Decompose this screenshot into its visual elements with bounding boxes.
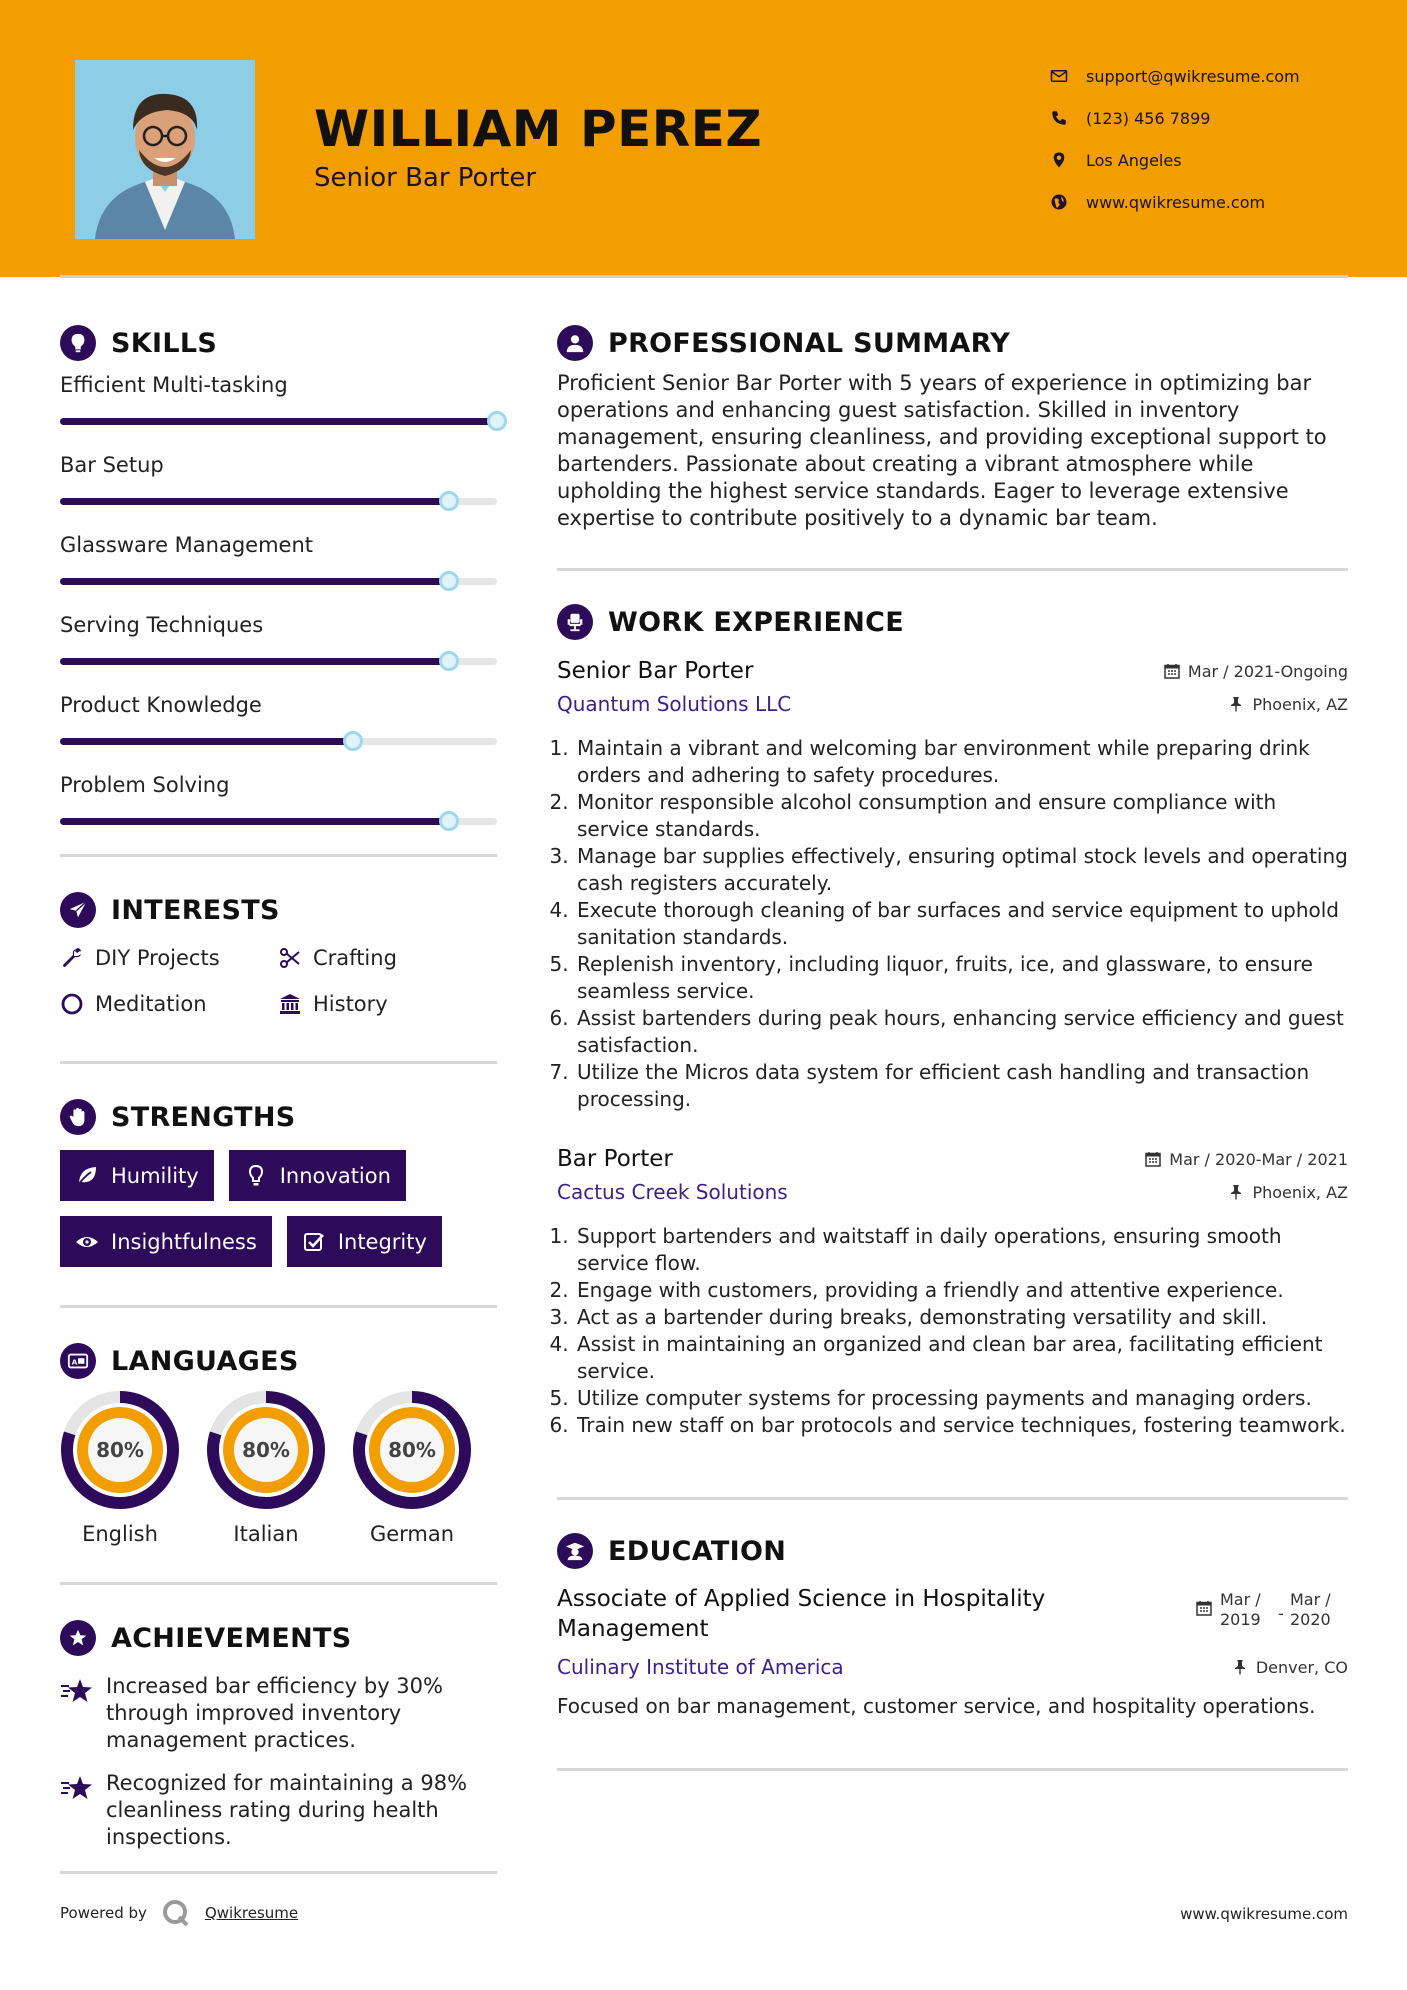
institution-icon bbox=[278, 992, 302, 1016]
interests-heading bbox=[60, 887, 497, 933]
achievement-item bbox=[60, 1770, 497, 1851]
school-location bbox=[1232, 1658, 1348, 1677]
interest-item bbox=[60, 985, 278, 1023]
interests-list bbox=[60, 939, 497, 1023]
language-percent: 80% bbox=[242, 1438, 290, 1462]
strength-badge bbox=[60, 1216, 272, 1267]
leaf-icon bbox=[75, 1164, 99, 1188]
interest-label: Crafting bbox=[313, 946, 397, 970]
skill-bar bbox=[60, 800, 497, 846]
skills-heading bbox=[60, 320, 497, 366]
candidate-name: WILLIAM PEREZ bbox=[314, 100, 763, 158]
job-location-text: Phoenix, AZ bbox=[1252, 694, 1348, 714]
hand-icon bbox=[60, 1099, 96, 1135]
responsibility-item: 5. Replenish inventory, including liquor, fruits, ice, and glassware, to ensure seamless service. bbox=[575, 951, 1348, 1005]
experience-title: WORK EXPERIENCE bbox=[608, 606, 904, 638]
section-divider bbox=[60, 854, 497, 857]
calendar-icon bbox=[1164, 663, 1180, 679]
lightbulb-icon bbox=[60, 325, 96, 361]
summary-title: PROFESSIONAL SUMMARY bbox=[608, 327, 1011, 359]
footer-powered-by bbox=[60, 1898, 298, 1928]
person-portrait-icon bbox=[75, 60, 255, 239]
skill-label: Product Knowledge bbox=[60, 693, 262, 717]
language-item bbox=[206, 1390, 326, 1546]
strength-label: Insightfulness bbox=[111, 1229, 257, 1254]
education-description: Focused on bar management, customer service, and hospitality operations. bbox=[557, 1694, 1316, 1718]
section-divider bbox=[557, 568, 1348, 571]
interest-item bbox=[278, 985, 496, 1023]
job-dates-text: Mar / 2021-Ongoing bbox=[1187, 661, 1348, 681]
job-responsibilities bbox=[557, 735, 1348, 1113]
envelope-icon bbox=[1050, 67, 1068, 85]
skill-label: Bar Setup bbox=[60, 453, 164, 477]
company-name: Quantum Solutions LLC bbox=[557, 692, 792, 716]
circle-icon bbox=[60, 992, 84, 1016]
interest-item bbox=[278, 939, 496, 977]
chair-icon bbox=[557, 604, 593, 640]
phone-icon bbox=[1050, 109, 1068, 127]
graduate-icon bbox=[557, 1533, 593, 1569]
language-ring bbox=[206, 1390, 326, 1510]
job-responsibilities bbox=[557, 1223, 1348, 1439]
strength-badge bbox=[60, 1150, 214, 1201]
skill-bar-knob bbox=[439, 571, 459, 591]
powered-by-text: Powered by bbox=[60, 1904, 147, 1922]
job-location bbox=[1228, 695, 1348, 714]
header-divider bbox=[60, 275, 1348, 278]
languages-list bbox=[60, 1390, 497, 1546]
responsibility-item: 1. Support bartenders and waitstaff in daily operations, ensuring smooth service flow. bbox=[575, 1223, 1348, 1277]
responsibility-item: 1. Maintain a vibrant and welcoming bar environment while preparing drink orders and adhering to safety procedures. bbox=[575, 735, 1348, 789]
calendar-icon bbox=[1145, 1151, 1161, 1167]
section-divider bbox=[60, 1061, 497, 1064]
skill-bar bbox=[60, 720, 497, 766]
contact-email[interactable] bbox=[1050, 55, 1300, 97]
contact-website-text: www.qwikresume.com bbox=[1086, 192, 1266, 212]
skill-bar-knob bbox=[343, 731, 363, 751]
job-location-text: Phoenix, AZ bbox=[1252, 1182, 1348, 1202]
achievement-item bbox=[60, 1673, 497, 1754]
strengths-title: STRENGTHS bbox=[111, 1101, 296, 1133]
responsibility-item: 4. Execute thorough cleaning of bar surfaces and service equipment to uphold sanitation standards. bbox=[575, 897, 1348, 951]
scissors-icon bbox=[278, 946, 302, 970]
interest-label: Meditation bbox=[95, 992, 207, 1016]
language-name: Italian bbox=[233, 1522, 299, 1546]
eye-icon bbox=[75, 1230, 99, 1254]
languages-title: LANGUAGES bbox=[111, 1345, 299, 1377]
job-location bbox=[1228, 1183, 1348, 1202]
skill-bar bbox=[60, 480, 497, 526]
left-column bbox=[60, 320, 497, 1851]
language-ring bbox=[60, 1390, 180, 1510]
interest-item bbox=[60, 939, 278, 977]
pushpin-icon bbox=[1228, 1184, 1244, 1200]
strength-badge bbox=[287, 1216, 442, 1267]
brand-link[interactable]: Qwikresume bbox=[204, 1904, 299, 1922]
pushpin-icon bbox=[1232, 1659, 1248, 1675]
interest-label: History bbox=[313, 992, 388, 1016]
pushpin-icon bbox=[1228, 696, 1244, 712]
contact-phone[interactable] bbox=[1050, 97, 1300, 139]
footer-url[interactable]: www.qwikresume.com bbox=[1180, 1905, 1348, 1923]
achievements-title: ACHIEVEMENTS bbox=[111, 1622, 352, 1654]
education-heading bbox=[557, 1528, 1348, 1574]
skill-label: Problem Solving bbox=[60, 773, 230, 797]
contact-email-text: support@qwikresume.com bbox=[1086, 66, 1300, 86]
summary-text: Proficient Senior Bar Porter with 5 years of experience in optimizing bar operations and enhancing guest satisfaction. Skilled in inventory management, ensuring cleanliness, and providing exceptional support to bartenders. Passionate about creating a vibrant atmosphere while upholding the highest service standards. Eager to leverage extensive expertise to contribute positively to a dynamic bar team. bbox=[557, 371, 1327, 530]
education-title: EDUCATION bbox=[608, 1535, 787, 1567]
strength-label: Integrity bbox=[337, 1229, 427, 1254]
interests-title: INTERESTS bbox=[111, 894, 280, 926]
language-name: German bbox=[369, 1522, 455, 1546]
section-divider bbox=[60, 1305, 497, 1308]
job-dates bbox=[1164, 662, 1348, 681]
education-end: Mar / 2020 bbox=[1290, 1590, 1331, 1629]
skill-bar-fill bbox=[60, 738, 353, 745]
skill-bar-fill bbox=[60, 578, 449, 585]
job-dates-text: Mar / 2020-Mar / 2021 bbox=[1169, 1149, 1348, 1169]
school-location-text: Denver, CO bbox=[1255, 1657, 1348, 1677]
star-icon bbox=[60, 1774, 94, 1802]
company-name: Cactus Creek Solutions bbox=[557, 1180, 788, 1204]
contact-list bbox=[1050, 55, 1300, 223]
strength-badge bbox=[229, 1150, 406, 1201]
section-divider bbox=[60, 1582, 497, 1585]
date-separator: - bbox=[1278, 1604, 1284, 1623]
check-square-icon bbox=[302, 1230, 326, 1254]
education-entry bbox=[557, 1584, 1348, 1644]
achievements-heading bbox=[60, 1615, 497, 1661]
map-pin-icon bbox=[1050, 151, 1068, 169]
paper-plane-icon bbox=[60, 892, 96, 928]
section-divider bbox=[557, 1768, 1348, 1771]
skill-bar bbox=[60, 400, 497, 446]
globe-icon bbox=[1050, 193, 1068, 211]
skill-bar-knob bbox=[439, 651, 459, 671]
achievement-text: Increased bar efficiency by 30% through improved inventory management practices. bbox=[106, 1674, 443, 1752]
responsibility-item: 2. Monitor responsible alcohol consumption and ensure compliance with service standards. bbox=[575, 789, 1348, 843]
responsibility-item: 6. Assist bartenders during peak hours, enhancing service efficiency and guest satisfaction. bbox=[575, 1005, 1348, 1059]
education-dates bbox=[1196, 1590, 1348, 1630]
responsibility-item: 3. Manage bar supplies effectively, ensuring optimal stock levels and operating cash registers accurately. bbox=[575, 843, 1348, 897]
lightbulb-icon bbox=[244, 1164, 268, 1188]
strengths-list bbox=[60, 1150, 497, 1267]
star-badge-icon bbox=[60, 1620, 96, 1656]
language-percent: 80% bbox=[96, 1438, 144, 1462]
candidate-title: Senior Bar Porter bbox=[314, 163, 537, 193]
skills-list bbox=[60, 370, 497, 846]
skill-bar bbox=[60, 640, 497, 686]
skill-label: Efficient Multi-tasking bbox=[60, 373, 288, 397]
language-ring bbox=[352, 1390, 472, 1510]
skill-bar-fill bbox=[60, 498, 449, 505]
skill-bar-knob bbox=[439, 811, 459, 831]
skill-bar bbox=[60, 560, 497, 606]
language-percent: 80% bbox=[388, 1438, 436, 1462]
responsibility-item: 3. Act as a bartender during breaks, demonstrating versatility and skill. bbox=[575, 1304, 1348, 1331]
contact-location bbox=[1050, 139, 1300, 181]
responsibility-item: 4. Assist in maintaining an organized and clean bar area, facilitating efficient service. bbox=[575, 1331, 1348, 1385]
job-title: Bar Porter bbox=[557, 1146, 673, 1172]
skills-title: SKILLS bbox=[111, 327, 218, 359]
section-divider bbox=[557, 1497, 1348, 1500]
skill-label: Serving Techniques bbox=[60, 613, 264, 637]
wrench-icon bbox=[60, 946, 84, 970]
responsibility-item: 6. Train new staff on bar protocols and service techniques, fostering teamwork. bbox=[575, 1412, 1348, 1439]
interest-label: DIY Projects bbox=[95, 946, 220, 970]
skill-bar-fill bbox=[60, 818, 449, 825]
education-start: Mar / 2019 bbox=[1220, 1590, 1261, 1629]
summary-heading bbox=[557, 320, 1348, 366]
job-dates bbox=[1145, 1150, 1348, 1169]
strengths-heading bbox=[60, 1094, 497, 1140]
language-name: English bbox=[82, 1522, 158, 1546]
job-entry bbox=[557, 655, 1348, 1113]
skill-bar-fill bbox=[60, 418, 497, 425]
experience-heading bbox=[557, 599, 1348, 645]
footer-divider bbox=[60, 1871, 497, 1874]
skill-bar-knob bbox=[487, 411, 507, 431]
skill-bar-knob bbox=[439, 491, 459, 511]
qwikresume-logo-icon bbox=[161, 1898, 191, 1928]
strength-label: Innovation bbox=[279, 1163, 391, 1188]
svg-text:A: A bbox=[71, 1357, 78, 1367]
school-name: Culinary Institute of America bbox=[557, 1655, 844, 1679]
strength-label: Humility bbox=[111, 1163, 199, 1188]
contact-phone-text: (123) 456 7899 bbox=[1086, 108, 1211, 128]
language-item bbox=[60, 1390, 180, 1546]
language-item bbox=[352, 1390, 472, 1546]
responsibility-item: 2. Engage with customers, providing a friendly and attentive experience. bbox=[575, 1277, 1348, 1304]
resume-header bbox=[0, 0, 1407, 277]
job-entry bbox=[557, 1143, 1348, 1439]
contact-website[interactable] bbox=[1050, 181, 1300, 223]
star-icon bbox=[60, 1677, 94, 1705]
right-column bbox=[557, 320, 1348, 1771]
calendar-icon bbox=[1196, 1600, 1212, 1616]
user-icon bbox=[557, 325, 593, 361]
job-title: Senior Bar Porter bbox=[557, 658, 754, 684]
skill-bar-fill bbox=[60, 658, 449, 665]
achievement-text: Recognized for maintaining a 98% cleanliness rating during health inspections. bbox=[106, 1771, 468, 1849]
responsibility-item: 5. Utilize computer systems for processing payments and managing orders. bbox=[575, 1385, 1348, 1412]
languages-heading bbox=[60, 1338, 497, 1384]
contact-location-text: Los Angeles bbox=[1086, 150, 1182, 170]
degree-title: Associate of Applied Science in Hospitality Management bbox=[557, 1586, 1046, 1642]
language-icon bbox=[60, 1343, 96, 1379]
profile-photo bbox=[75, 60, 255, 239]
responsibility-item: 7. Utilize the Micros data system for efficient cash handling and transaction processing. bbox=[575, 1059, 1348, 1113]
skill-label: Glassware Management bbox=[60, 533, 314, 557]
